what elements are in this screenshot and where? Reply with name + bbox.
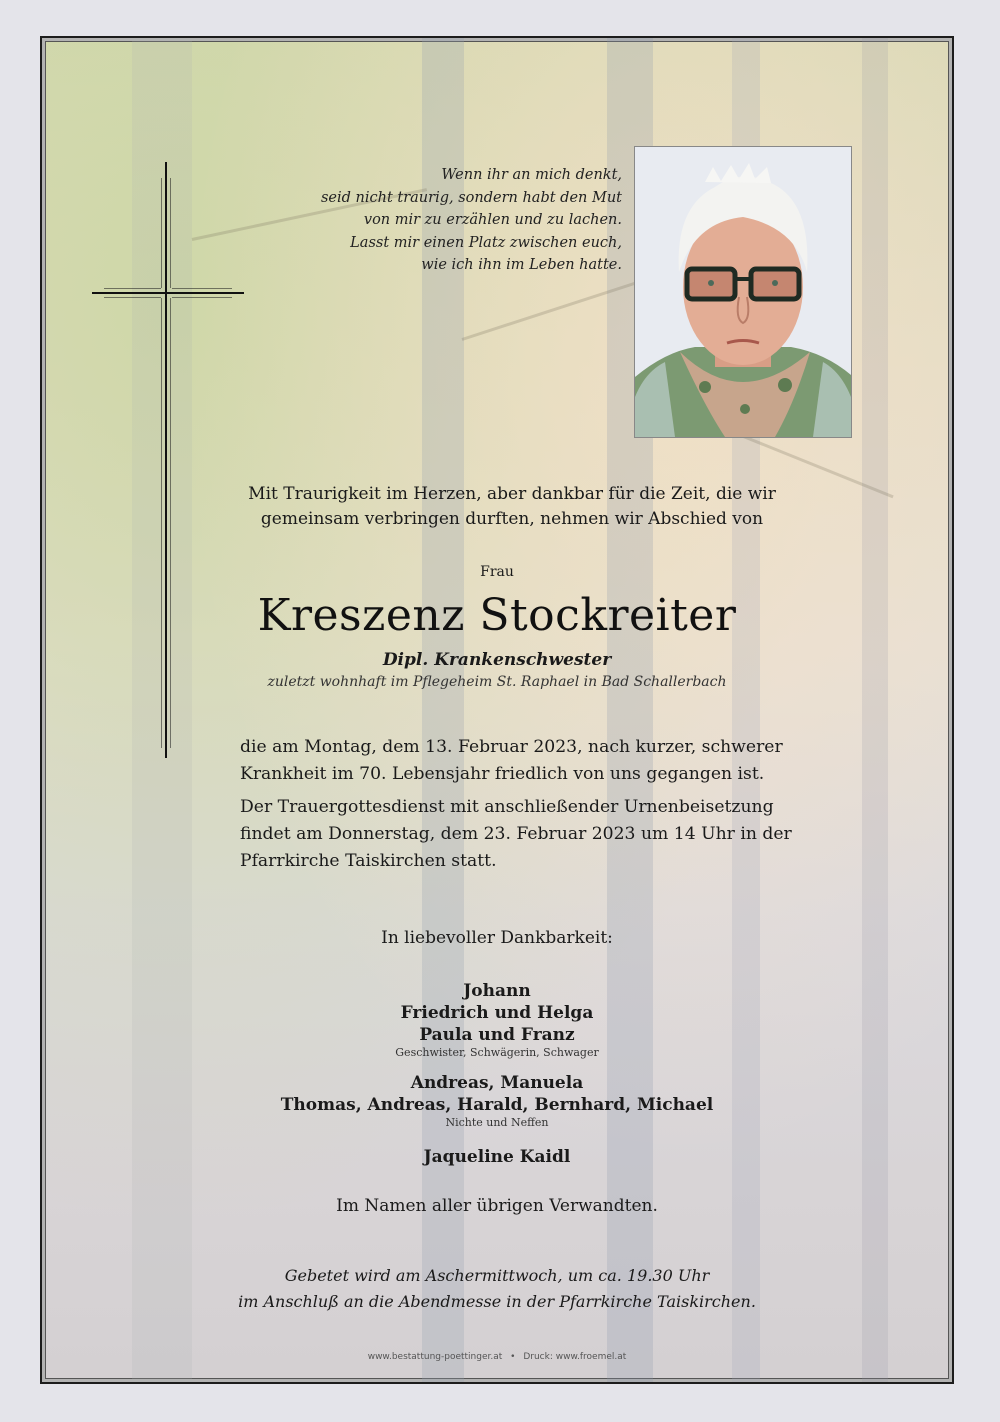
mourner-names: Johann xyxy=(463,981,531,1001)
deceased-residence: zuletzt wohnhaft im Pflegeheim St. Raphael in Bad Schallerbach xyxy=(267,674,727,690)
mourner-names: Jaqueline Kaidl xyxy=(423,1147,571,1167)
poem-line: von mir zu erzählen und zu lachen. xyxy=(363,212,622,228)
footer-separator: • xyxy=(510,1352,516,1362)
printer-credit: Druck: www.froemel.at xyxy=(523,1352,627,1362)
mourners-heading: In liebevoller Dankbarkeit: xyxy=(381,928,613,948)
portrait-image xyxy=(635,147,851,437)
mourner-names: Friedrich und Helga xyxy=(400,1003,594,1023)
background-tree xyxy=(862,38,888,1382)
intro-line: Mit Traurigkeit im Herzen, aber dankbar für die Zeit, die wir xyxy=(248,484,776,504)
funeral-home-link[interactable]: www.bestattung-poettinger.at xyxy=(367,1352,503,1362)
death-notice-line: Krankheit im 70. Lebensjahr friedlich von uns gegangen ist. xyxy=(240,764,765,784)
footer xyxy=(42,1352,952,1362)
background-tree xyxy=(132,38,192,1382)
mourner-group xyxy=(42,1072,952,1130)
mourner-group xyxy=(42,980,952,1060)
death-notice-line: die am Montag, dem 13. Februar 2023, nach kurzer, schwerer xyxy=(240,737,783,757)
service-details xyxy=(240,794,792,875)
deceased-profession: Dipl. Krankenschwester xyxy=(382,650,612,670)
poem-line: Lasst mir einen Platz zwischen euch, xyxy=(350,234,622,251)
mourner-names: Andreas, Manuela xyxy=(410,1073,584,1093)
service-line: Pfarrkirche Taiskirchen statt. xyxy=(240,851,497,871)
portrait-photo xyxy=(634,146,852,438)
mourner-group xyxy=(42,1146,952,1168)
intro-text xyxy=(182,482,842,532)
service-line: findet am Donnerstag, dem 23. Februar 2023 um 14 Uhr in der xyxy=(240,824,792,844)
mourner-relation: Nichte und Neffen xyxy=(445,1116,549,1129)
obituary-card xyxy=(40,36,954,1384)
poem-line: wie ich ihn im Leben hatte. xyxy=(421,257,622,273)
prayer-line: im Anschluß an die Abendmesse in der Pfarrkirche Taiskirchen. xyxy=(238,1292,756,1311)
mourner-names: Paula und Franz xyxy=(419,1025,575,1045)
mourner-names: Thomas, Andreas, Harald, Bernhard, Michael xyxy=(280,1095,714,1115)
memorial-poem xyxy=(262,164,622,277)
poem-line: Wenn ihr an mich denkt, xyxy=(441,167,622,183)
death-notice xyxy=(240,734,783,788)
prayer-notice xyxy=(42,1263,952,1315)
intro-line: gemeinsam verbringen durften, nehmen wir Abschied von xyxy=(260,509,764,529)
salutation: Frau xyxy=(480,564,514,580)
prayer-line: Gebetet wird am Aschermittwoch, um ca. 19.30 Uhr xyxy=(284,1266,710,1285)
mourner-relation: Geschwister, Schwägerin, Schwager xyxy=(395,1046,599,1059)
closing-line: Im Namen aller übrigen Verwandten. xyxy=(336,1196,658,1216)
deceased-name: Kreszenz Stockreiter xyxy=(257,590,737,641)
poem-line: seid nicht traurig, sondern habt den Mut xyxy=(320,189,622,206)
service-line: Der Trauergottesdienst mit anschließender Urnenbeisetzung xyxy=(240,797,774,817)
